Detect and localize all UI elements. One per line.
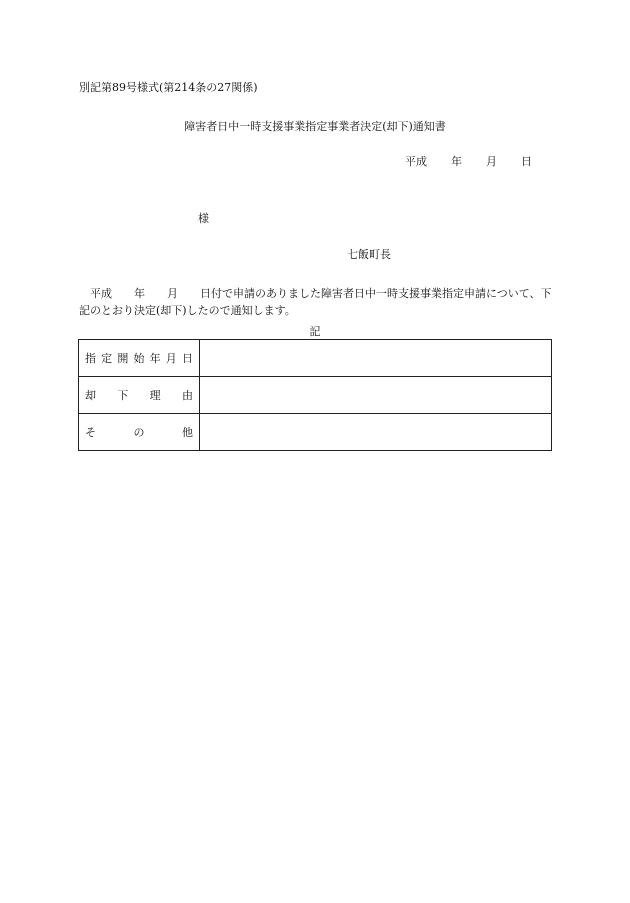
label-char: 定 — [101, 352, 113, 365]
label-char: 指 — [85, 352, 96, 365]
start-date-label — [79, 340, 200, 377]
other-value[interactable] — [200, 414, 552, 451]
table-row — [79, 414, 552, 451]
record-heading: 記 — [309, 325, 321, 338]
date-era: 平成 — [405, 155, 427, 168]
body-month-unit: 月 — [167, 287, 178, 300]
issue-date-line — [405, 155, 532, 168]
label-char: 由 — [181, 389, 193, 402]
label-char: 開 — [117, 352, 129, 365]
notice-body — [79, 285, 554, 319]
form-reference: 別記第89号様式(第214条の27関係) — [79, 81, 258, 94]
body-era: 平成 — [90, 287, 112, 300]
addressee-honorific: 様 — [198, 212, 209, 225]
rejection-reason-value[interactable] — [200, 377, 552, 414]
issuer-name: 七飯町長 — [347, 248, 391, 261]
record-table — [78, 339, 552, 451]
date-day-unit: 日 — [521, 155, 532, 168]
label-char: の — [133, 426, 145, 439]
label-char: 下 — [117, 389, 129, 402]
table-row — [79, 377, 552, 414]
label-char: 日 — [181, 352, 193, 365]
body-text-rest: 日付で申請のありました障害者日中一時支援事業指定申請について、下記のとおり決定(却下)したので通知します。 — [79, 287, 552, 317]
label-char: 却 — [85, 389, 96, 402]
label-char: そ — [85, 426, 96, 439]
label-char: 理 — [149, 389, 161, 402]
label-char: 年 — [149, 352, 161, 365]
label-char: 他 — [182, 426, 193, 439]
date-year-unit: 年 — [451, 155, 462, 168]
label-char: 始 — [133, 352, 145, 365]
document-title: 障害者日中一時支援事業指定事業者決定(却下)通知書 — [184, 120, 446, 133]
other-label — [79, 414, 200, 451]
date-month-unit: 月 — [486, 155, 497, 168]
rejection-reason-label — [79, 377, 200, 414]
table-row — [79, 340, 552, 377]
body-year-unit: 年 — [134, 287, 145, 300]
start-date-value[interactable] — [200, 340, 552, 377]
label-char: 月 — [165, 352, 177, 365]
